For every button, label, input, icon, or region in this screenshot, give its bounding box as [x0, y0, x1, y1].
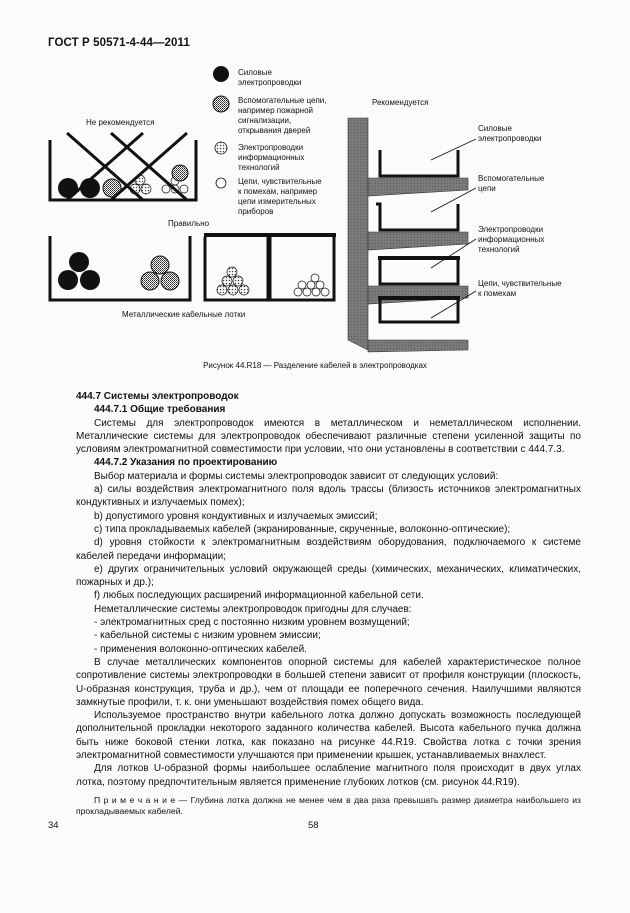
not-recommended-label: Не рекомендуется	[86, 118, 155, 127]
right-label-it: Электропроводки информационных технологий	[478, 225, 545, 254]
legend-it-icon	[215, 142, 227, 154]
list-item: b) допустимого уровня кондуктивных и излучаемых эмиссий;	[94, 510, 378, 522]
paragraph: Системы для электропроводок имеются в металлическом и неметаллическом исполнении. Металлические системы для электропроводок обеспечивают различные степени усиленной защиты по условиям электромагнитной совместимости при условии, что они установлены в соответствии с 444.7.3.	[76, 417, 581, 456]
correct-label: Правильно	[168, 219, 210, 228]
recommended-shelves	[348, 98, 564, 352]
list-item: - электромагнитных сред с постоянно низким уровнем возмущений;	[94, 617, 410, 629]
list-item: c) типа прокладываемых кабелей (экранированные, скрученные, волоконно-оптические);	[94, 523, 511, 535]
page-number-left: 34	[48, 820, 59, 831]
recommended-label: Рекомендуется	[372, 98, 429, 107]
right-label-auxiliary: Вспомогательные цепи	[478, 174, 545, 193]
not-recommended-tray	[50, 118, 196, 200]
legend-auxiliary-icon	[213, 96, 229, 112]
figure-caption: Рисунок 44.R18 — Разделение кабелей в электропроводках	[203, 361, 427, 370]
heading-444-7-1: 444.7.1 Общие требования	[94, 404, 226, 416]
list-item: e) других ограничительных условий окружающей среды (химических, механических, климатических, пожарных и др.);	[76, 563, 581, 589]
legend-power-icon	[213, 66, 229, 82]
paragraph: Выбор материала и формы системы электропроводок зависит от следующих условий:	[94, 470, 499, 482]
heading-444-7-2: 444.7.2 Указания по проектированию	[94, 457, 278, 469]
paragraph: Используемое пространство внутри кабельного лотка должно допускать возможность последующей дополнительной прокладки некоторого заданного количества кабелей. Высота кабельного пучка должна быть ниже боковой стенки лотка, как показано на рисунке 44.R19. Свойства лотка с точки зрения электромагнитной совместимости улучшаются при применении крышек, устанавливаемых внахлест.	[76, 710, 581, 762]
legend-power-text: Силовые электропроводки	[238, 68, 302, 87]
right-label-sensitive: Цепи, чувствительные к помехам	[478, 279, 562, 298]
heading-444-7: 444.7 Системы электропроводок	[76, 391, 239, 402]
cable-separation-figure	[0, 55, 630, 355]
metal-trays-label: Металлические кабельные лотки	[122, 310, 246, 319]
legend-sensitive-icon	[216, 178, 226, 188]
note: П р и м е ч а н и е — Глубина лотка должна не менее чем в два раза превышать размер диаметра наибольшего из прокладываемых кабелей.	[76, 794, 581, 816]
legend-it-text: Электропроводки информационных технологий	[238, 143, 305, 172]
paragraph: Для лотков U-образной формы наибольшее ослабление магнитного поля происходит в двух углах лотка, поэтому предпочтительным является применение глубоких лотков (см. рисунок 44.R19).	[76, 763, 581, 788]
list-item: a) силы воздействия электромагнитного поля вдоль трассы (близость источников электромагнитных кондуктивных и излучаемых помех);	[76, 484, 581, 509]
body-text	[76, 390, 581, 817]
list-item: f) любых последующих расширений информационной кабельной сети.	[94, 590, 424, 602]
list-item: d) уровня стойкости к электромагнитным воздействиям оборудования, подключаемого к системе кабелей передачи информации;	[76, 537, 581, 562]
list-item: - кабельной системы с низким уровнем эмиссии;	[94, 630, 321, 642]
right-label-power: Силовые электропроводки	[478, 124, 542, 143]
standard-header: ГОСТ Р 50571-4-44—2011	[48, 37, 190, 49]
correct-trays	[50, 219, 336, 319]
page-number-center: 58	[308, 820, 319, 831]
paragraph: Неметаллические системы электропроводок пригодны для случаев:	[94, 603, 412, 615]
legend-auxiliary-text: Вспомогательные цепи, например пожарной сигнализации, открывания дверей	[238, 96, 327, 135]
list-item: - применения волоконно-оптических кабелей.	[94, 643, 307, 655]
legend	[213, 66, 329, 216]
legend-sensitive-text: Цепи, чувствительные к помехам, например цепи измерительных приборов	[238, 177, 322, 216]
paragraph: В случае металлических компонентов опорной системы для кабелей характеристическое полное сопротивление системы электропроводки в большей степени зависит от профиля конструкции (плоскость, U-образная конструкция, труба и др.), чем от площади ее поперечного сечения. Наилучшими являются замкнутые профили, т. к. они уменьшают воздействия помех общего вида.	[76, 656, 581, 708]
